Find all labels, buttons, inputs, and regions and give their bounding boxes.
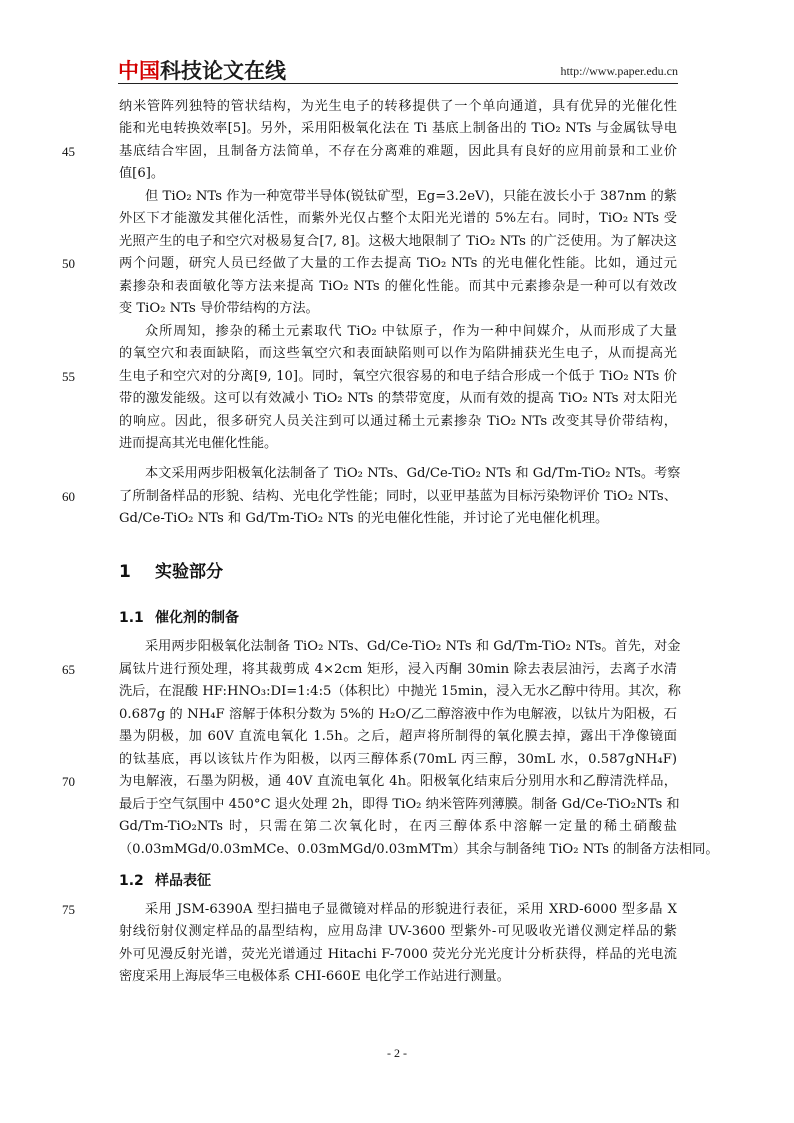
page-header [118, 58, 678, 84]
logo-dark-text: 科技论文在线 [160, 59, 286, 83]
line-number: 60 [62, 489, 75, 504]
text-line: 素掺杂和表面敏化等方法来提高 TiO₂ NTs 的催化性能。而其中元素掺杂是一种可以有效改 [119, 279, 677, 294]
text-line: 带的激发能级。这可以有效减小 TiO₂ NTs 的禁带宽度，从而有效的提高 TiO₂ NTs 对太阳光 [119, 391, 677, 406]
heading-text: 催化剂的制备 [155, 610, 239, 626]
text-line: 射线衍射仪测定样品的晶型结构，应用岛津 UV-3600 型紫外-可见吸收光谱仪测定样品的紫 [119, 924, 677, 939]
subsection-heading [119, 870, 211, 892]
text-line: 了所制备样品的形貌、结构、光电化学性能；同时，以亚甲基蓝为目标污染物评价 TiO₂ NTs、 [119, 489, 677, 504]
text-line: 为电解液，石墨为阴极，通 40V 直流电氧化 4h。阳极氧化结束后分别用水和乙醇清洗样品， [119, 774, 677, 789]
text-line: 采用两步阳极氧化法制备 TiO₂ NTs、Gd/Ce-TiO₂ NTs 和 Gd/Tm-TiO₂ NTs。首先，对金 [145, 639, 681, 654]
text-line: 基底结合牢固，且制备方法简单，不存在分离难的难题，因此具有良好的应用前景和工业价 [119, 144, 677, 159]
heading-number: 1.2 [119, 873, 144, 889]
line-number: 50 [62, 256, 75, 271]
text-line: 最后于空气氛围中 450°C 退火处理 2h，即得 TiO₂ 纳米管阵列薄膜。制备 Gd/Ce-TiO₂NTs 和 [119, 797, 680, 812]
text-line: 本文采用两步阳极氧化法制备了 TiO₂ NTs、Gd/Ce-TiO₂ NTs 和 Gd/Tm-TiO₂ NTs。考察 [145, 466, 681, 481]
line-number: 55 [62, 369, 75, 384]
line-number: 70 [62, 774, 75, 789]
line-number: 65 [62, 662, 75, 677]
text-line: Gd/Tm-TiO₂NTs 时，只需在第二次氧化时，在丙三醇体系中溶解一定量的稀土硝酸盐 [119, 819, 677, 834]
text-line: 众所周知，掺杂的稀土元素取代 TiO₂ 中钛原子，作为一种中间媒介，从而形成了大量 [145, 324, 677, 339]
text-line: （0.03mMGd/0.03mMCe、0.03mMGd/0.03mMTm）其余与制备纯 TiO₂ NTs 的制备方法相同。 [119, 842, 719, 857]
text-line: 0.687g 的 NH₄F 溶解于体积分数为 5%的 H₂O/乙二醇溶液中作为电解液，以钛片为阳极，石 [119, 707, 677, 722]
text-line: 生电子和空穴对的分离[9, 10]。同时，氧空穴很容易的和电子结合形成一个低于 TiO₂ NTs 价 [119, 369, 677, 384]
header-divider [118, 83, 678, 84]
header-url[interactable]: http://www.paper.edu.cn [560, 64, 678, 78]
text-line: 外可见漫反射光谱，荧光光谱通过 Hitachi F-7000 荧光分光光度计分析获得，样品的光电流 [119, 947, 677, 962]
text-line: 洗后，在混酸 HF:HNO₃:DI=1:4:5（体积比）中抛光 15min，浸入无水乙醇中待用。其次，称 [119, 684, 681, 699]
heading-text: 样品表征 [155, 873, 211, 889]
text-line: 外区下才能激发其催化活性，而紫外光仅占整个太阳光光谱的 5%左右。同时，TiO₂ NTs 受 [119, 211, 677, 226]
heading-number: 1.1 [119, 610, 144, 626]
text-line: 的氧空穴和表面缺陷，而这些氧空穴和表面缺陷则可以作为陷阱捕获光生电子，从而提高光 [119, 346, 677, 361]
text-line: Gd/Ce-TiO₂ NTs 和 Gd/Tm-TiO₂ NTs 的光电催化性能，并讨论了光电催化机理。 [119, 511, 609, 526]
text-line: 能和光电转换效率[5]。另外，采用阳极氧化法在 Ti 基底上制备出的 TiO₂ NTs 与金属钛导电 [119, 121, 677, 136]
text-line: 属钛片进行预处理，将其裁剪成 4×2cm 矩形，浸入丙酮 30min 除去表层油污，去离子水清 [119, 662, 677, 677]
heading-number: 1 [119, 562, 131, 582]
text-line: 两个问题，研究人员已经做了大量的工作去提高 TiO₂ NTs 的光电催化性能。比如，通过元 [119, 256, 677, 271]
site-logo[interactable] [118, 58, 286, 84]
text-line: 但 TiO₂ NTs 作为一种宽带半导体(锐钛矿型，Eg=3.2eV)，只能在波长小于 387nm 的紫 [145, 189, 677, 204]
heading-text: 实验部分 [155, 562, 223, 582]
text-line: 进而提高其光电催化性能。 [119, 436, 278, 451]
text-line: 纳米管阵列独特的管状结构，为光生电子的转移提供了一个单向通道，具有优异的光催化性 [119, 99, 677, 114]
text-line: 光照产生的电子和空穴对极易复合[7, 8]。这极大地限制了 TiO₂ NTs 的广泛使用。为了解决这 [119, 234, 677, 249]
text-line: 的钛基底，再以该钛片作为阳极，以丙三醇体系(70mL 丙三醇，30mL 水，0.587gNH₄F) [119, 752, 677, 767]
subsection-heading [119, 607, 239, 629]
text-line: 变 TiO₂ NTs 导价带结构的方法。 [119, 301, 319, 316]
text-line: 值[6]。 [119, 166, 165, 181]
text-line: 密度采用上海辰华三电极体系 CHI-660E 电化学工作站进行测量。 [119, 969, 510, 984]
text-line: 墨为阴极，加 60V 直流电氧化 1.5h。之后，超声将所制得的氧化膜去掉，露出干净像镜面 [119, 729, 677, 744]
text-line: 的响应。因此，很多研究人员关注到可以通过稀土元素掺杂 TiO₂ NTs 改变其导价带结构， [119, 414, 677, 429]
logo-red-text: 中国 [118, 59, 160, 83]
page-number: - 2 - [387, 1046, 407, 1060]
text-line: 采用 JSM-6390A 型扫描电子显微镜对样品的形貌进行表征，采用 XRD-6000 型多晶 X [145, 902, 677, 917]
line-number: 45 [62, 144, 75, 159]
section-heading [119, 560, 223, 584]
line-number: 75 [62, 902, 75, 917]
